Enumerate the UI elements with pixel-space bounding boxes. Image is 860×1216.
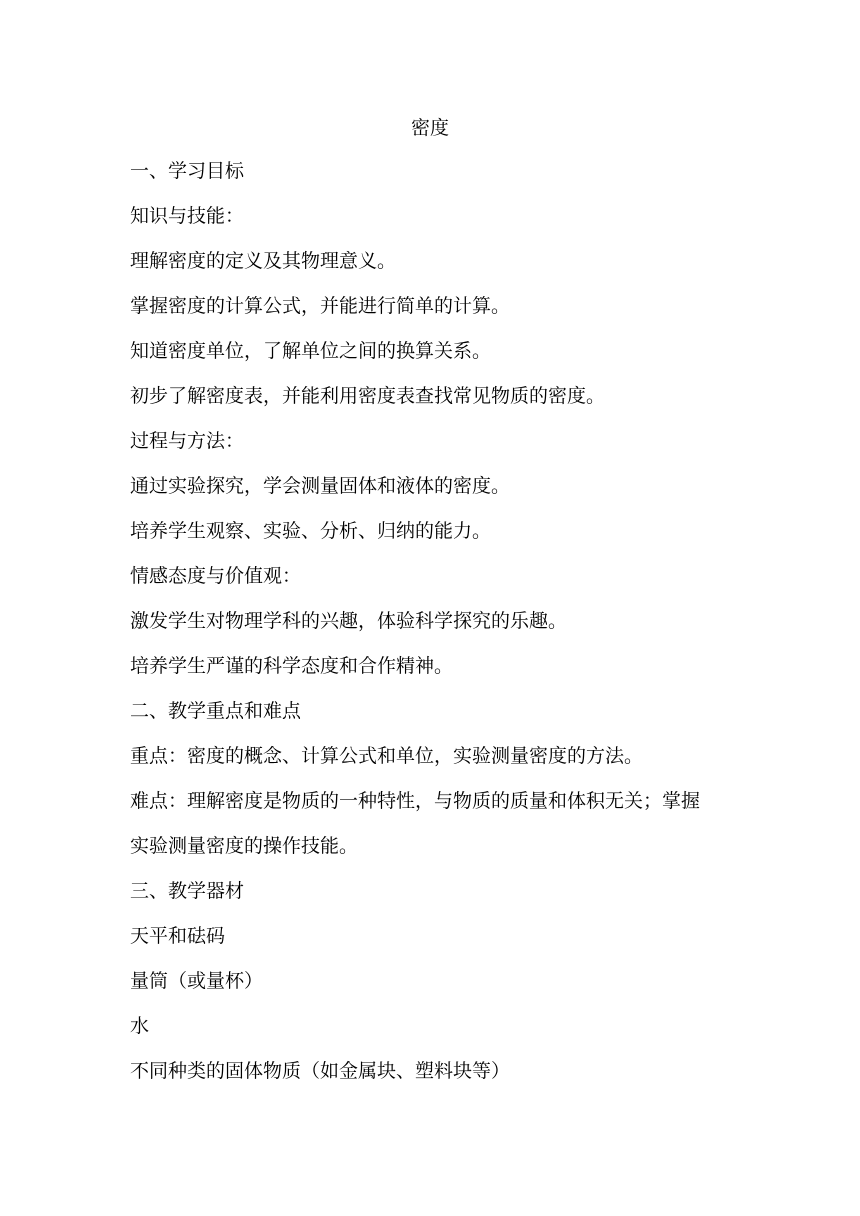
- subheading-knowledge-skills: 知识与技能：: [130, 205, 245, 227]
- list-item: 量筒（或量杯）: [130, 970, 264, 992]
- body-line: 难点：理解密度是物质的一种特性，与物质的质量和体积无关；掌握: [130, 790, 701, 812]
- section-heading-key-points: 二、教学重点和难点: [130, 700, 302, 722]
- body-line: 理解密度的定义及其物理意义。: [130, 250, 397, 272]
- subheading-process-methods: 过程与方法：: [130, 430, 245, 452]
- list-item: 水: [130, 1015, 150, 1037]
- body-line: 知道密度单位，了解单位之间的换算关系。: [130, 340, 492, 362]
- section-heading-objectives: 一、学习目标: [130, 160, 245, 182]
- document-title: 密度: [410, 117, 449, 139]
- list-item: 天平和砝码: [130, 925, 226, 947]
- section-heading-equipment: 三、教学器材: [130, 880, 245, 902]
- body-line: 掌握密度的计算公式，并能进行简单的计算。: [130, 295, 511, 317]
- body-line: 培养学生观察、实验、分析、归纳的能力。: [130, 520, 492, 542]
- body-line: 重点：密度的概念、计算公式和单位，实验测量密度的方法。: [130, 745, 644, 767]
- list-item: 不同种类的固体物质（如金属块、塑料块等）: [130, 1060, 511, 1082]
- body-line: 通过实验探究，学会测量固体和液体的密度。: [130, 475, 511, 497]
- body-line: 初步了解密度表，并能利用密度表查找常见物质的密度。: [130, 385, 606, 407]
- subheading-attitudes-values: 情感态度与价值观：: [130, 565, 302, 587]
- body-line: 激发学生对物理学科的兴趣，体验科学探究的乐趣。: [130, 610, 568, 632]
- body-line: 培养学生严谨的科学态度和合作精神。: [130, 655, 454, 677]
- body-line: 实验测量密度的操作技能。: [130, 835, 359, 857]
